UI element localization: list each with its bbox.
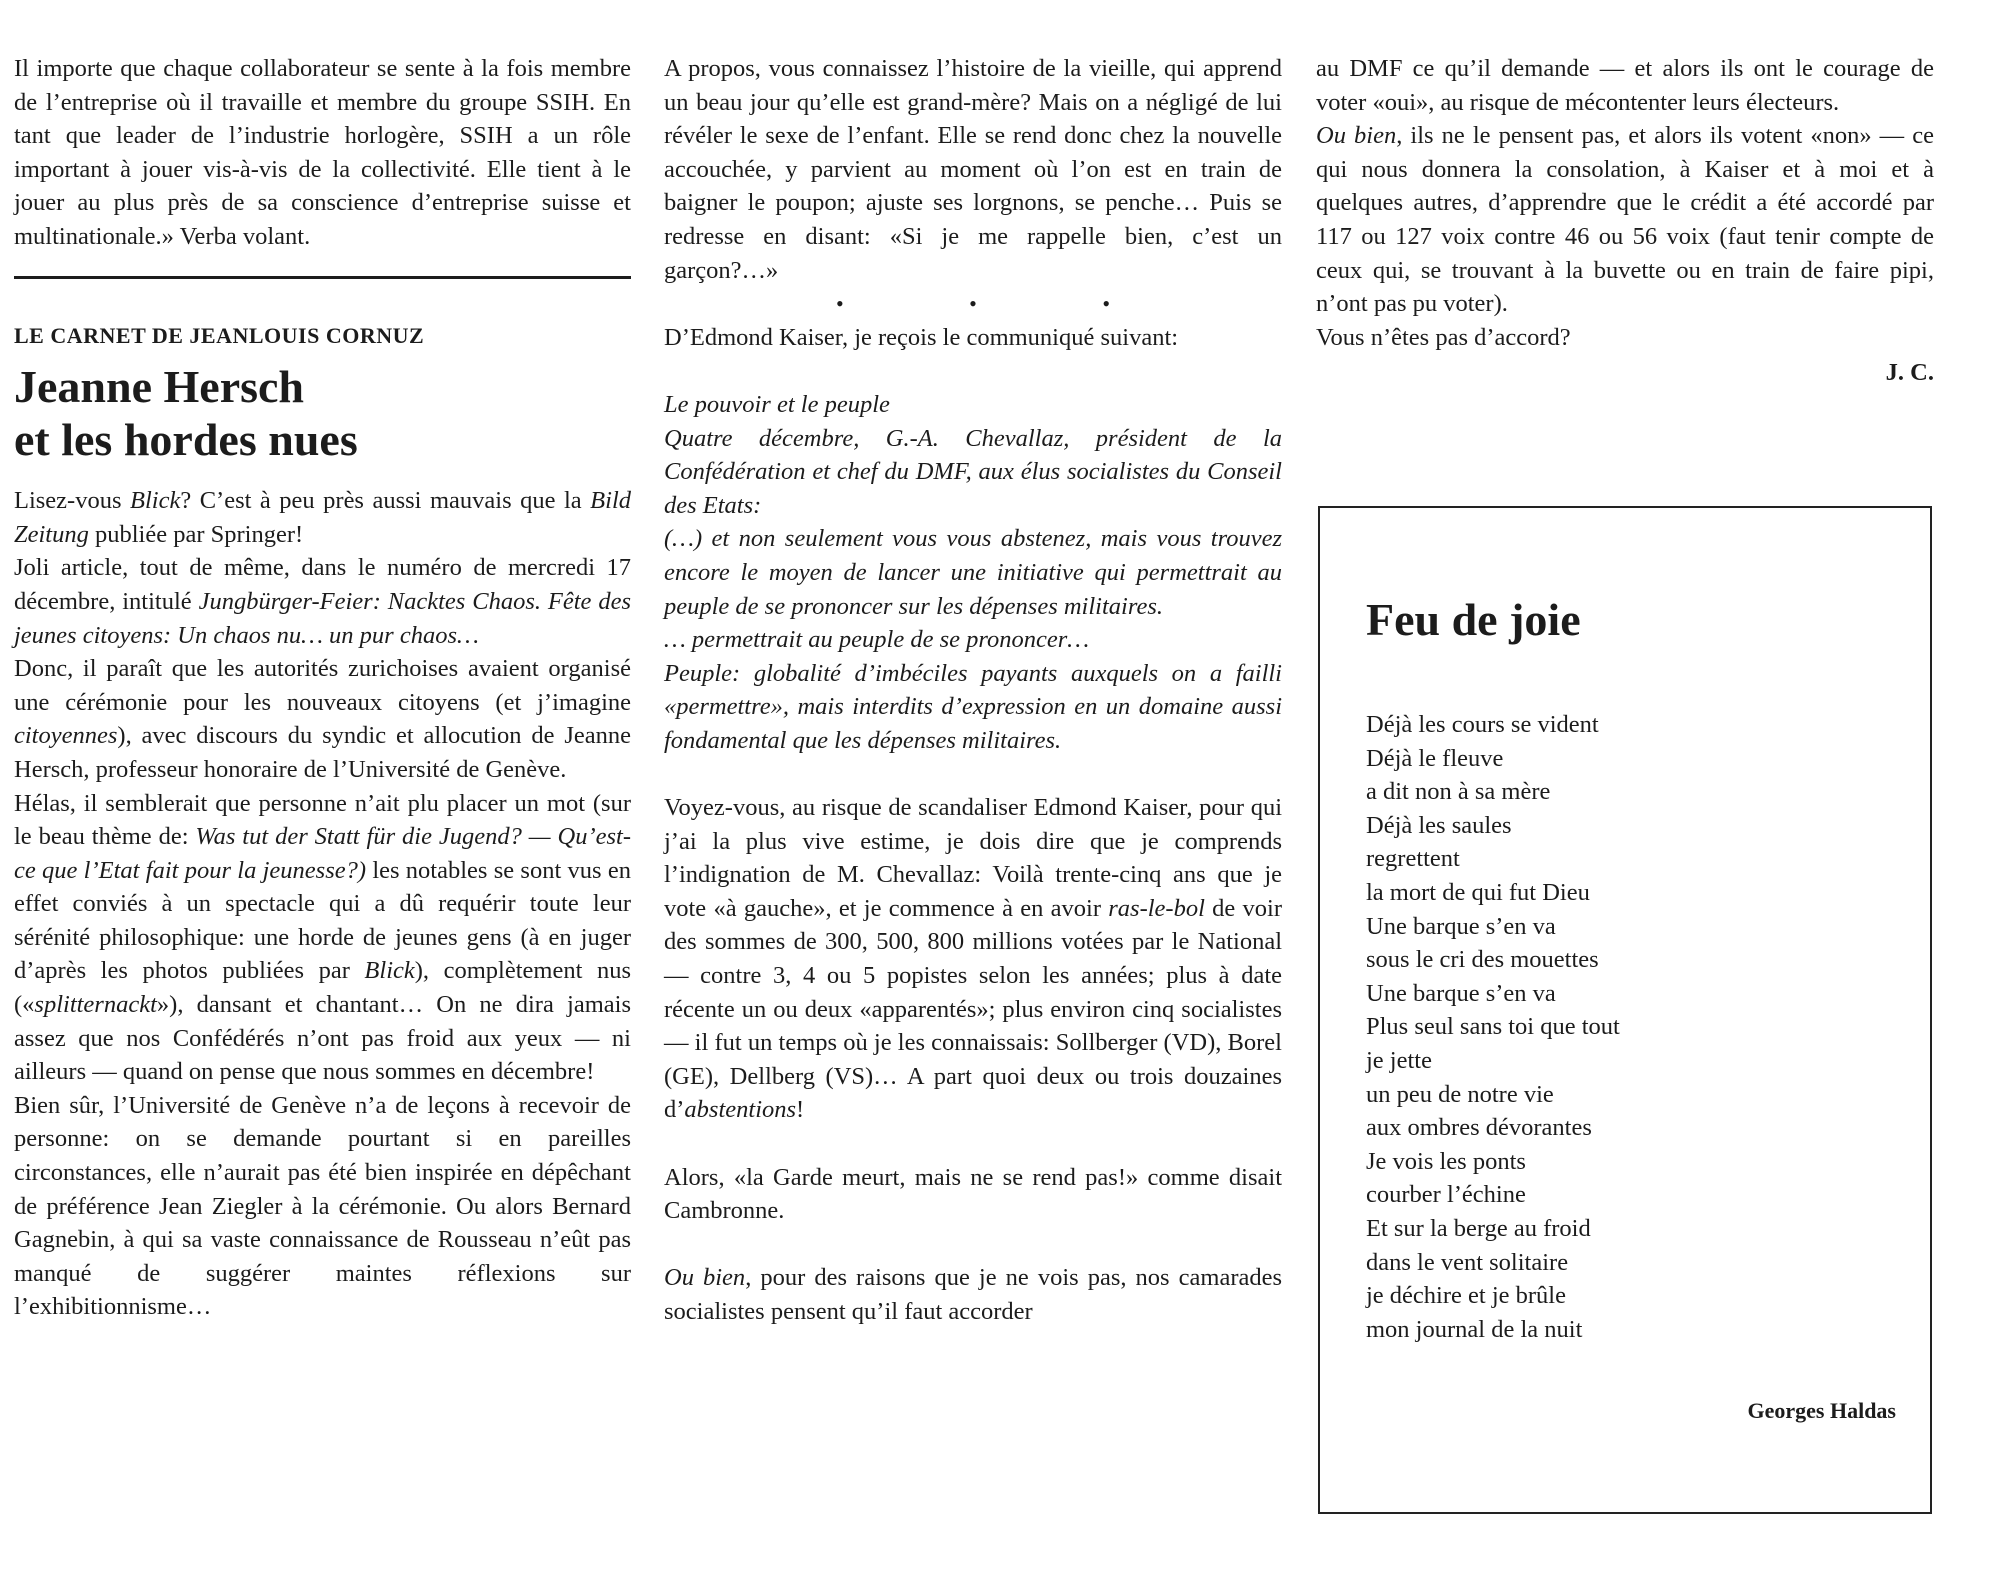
text-run: Lisez-vous — [14, 487, 130, 515]
article-paragraph — [1316, 119, 1934, 321]
text-run-italic: abstentions — [684, 1096, 797, 1124]
text-run-italic: splitternackt — [34, 991, 157, 1019]
spacer — [664, 1228, 1282, 1262]
text-run-italic: citoyennes — [14, 722, 118, 750]
article-paragraph: A propos, vous connaissez l’histoire de la vieille, qui apprend un beau jour qu’elle est grand-mère? Mais on a négligé de lui révéler le sexe de l’enfant. Elle se rend donc chez la nouvelle accouchée, y parvient au moment où l’on est en train de baigner le poupon; ajuste ses lorgnons, se penche… Puis se redresse en disant: «Si je me rappelle bien, c’est un garçon?…» — [664, 55, 1282, 284]
article-paragraph: Alors, «la Garde meurt, mais ne se rend pas!» comme disait Cambronne. — [664, 1163, 1282, 1225]
poem-line: Une barque s’en va — [1366, 912, 1556, 940]
article-paragraph — [664, 1261, 1282, 1328]
article-paragraph — [14, 652, 631, 786]
text-run: , ils ne le pensent pas, et alors ils votent «non» — ce qui nous donnera la consolation, à Kaiser et à moi et à quelques autres, d’apprendre que le crédit a été accordé par 117 ou 127 voix contre 46 ou 56 voix (faut tenir compte de ceux qui, se trouvant à la buvette ou en train de faire pipi, n’ont pas pu voter). — [1316, 122, 1934, 318]
article-headline — [14, 360, 631, 466]
poem-line: la mort de qui fut Dieu — [1366, 878, 1590, 906]
text-run-italic: Blick — [364, 957, 415, 985]
intro-paragraph: Il importe que chaque collaborateur se sente à la fois membre de l’entreprise où il travaille et membre du groupe SSIH. En tant que leader de l’industrie horlogère, SSIH a un rôle important à jouer vis-à-vis de la collectivité. Elle tient à le jouer au plus près de sa conscience d’entreprise suisse et multinationale.» Verba volant. — [14, 55, 631, 250]
column-kicker: LE CARNET DE JEANLOUIS CORNUZ — [14, 322, 425, 348]
text-run: les notables se sont vus en effet conviés à un spectacle qui a dû requérir toute leur sérénité philosophique: une horde de jeunes gens (à en juger d’après les photos publiées par — [14, 856, 631, 985]
article-paragraph: D’Edmond Kaiser, je reçois le communiqué suivant: — [664, 323, 1179, 351]
poem-line: Et sur la berge au froid — [1366, 1214, 1591, 1242]
column-left — [14, 52, 631, 1324]
poem-title: Feu de joie — [1366, 594, 1581, 645]
column-middle — [664, 52, 1282, 1329]
text-run-italic: Bild Zeitung — [14, 487, 632, 548]
poem-line: Une barque s’en va — [1366, 979, 1556, 1007]
section-separator-stars: • • • — [835, 291, 1171, 317]
article-paragraph: au DMF ce qu’il demande — et alors ils ont le courage de voter «oui», au risque de mécontenter leurs électeurs. — [1316, 55, 1934, 116]
text-run: Hélas, il semblerait que personne n’ait plu placer un mot (sur le beau thème de: — [14, 789, 631, 851]
poem-line: mon journal de la nuit — [1366, 1315, 1583, 1343]
poem-line: un peu de notre vie — [1366, 1080, 1554, 1108]
spacer — [664, 1127, 1282, 1161]
poem-line: sous le cri des mouettes — [1366, 946, 1599, 974]
text-run: ? C’est à peu près aussi mauvais que la — [180, 487, 591, 515]
poem-line: je jette — [1366, 1046, 1432, 1074]
text-run: ), avec discours du syndic et allocution de Jeanne Hersch, professeur honoraire de l’Université de Genève. — [14, 722, 631, 783]
poem-line: Je vois les ponts — [1366, 1147, 1526, 1175]
spacer — [664, 354, 1282, 388]
poem-line: Plus seul sans toi que tout — [1366, 1013, 1620, 1041]
article-paragraph — [14, 551, 631, 652]
headline-line-2: et les hordes nues — [14, 414, 358, 466]
spacer — [664, 757, 1282, 791]
quote-paragraph: Peuple: globalité d’imbéciles payants auxquels on a failli «permettre», mais interdits d’expression en un domaine aussi fondamental que les dépenses militaires. — [664, 659, 1282, 754]
text-run-italic: Ou bien — [1316, 122, 1397, 150]
text-run-italic: Jungbürger-Feier: Nacktes Chaos. Fête des jeunes citoyens: Un chaos nu… un pur chaos… — [14, 587, 632, 649]
poem-line: Déjà les saules — [1366, 811, 1512, 839]
author-signature: J. C. — [1885, 359, 1934, 387]
poem-box — [1318, 506, 1932, 1514]
text-run: Voyez-vous, au risque de scandaliser Edmond Kaiser, pour qui j’ai la plus vive estime, je dois dire que je comprends l’indignation de M. Chevallaz: Voilà trente-cinq ans que je vote «à gauche», et je commence à en avoir — [664, 794, 1282, 922]
quote-title: Le pouvoir et le peuple — [664, 390, 890, 418]
text-run-italic: Was tut der Statt für die Jugend? — Qu’est-ce que l’Etat fait pour la jeunesse?) — [14, 823, 631, 884]
article-paragraph: Bien sûr, l’Université de Genève n’a de leçons à recevoir de personne: on se demande pourtant si en pareilles circonstances, elle n’aurait pas été bien inspirée en dépêchant de préférence Jean Ziegler à la cérémonie. Ou alors Bernard Gagnebin, à qui sa vaste connaissance de Rousseau n’eût pas manqué de suggérer maintes réflexions sur l’exhibitionnisme… — [14, 1091, 631, 1321]
text-run-italic: Blick — [130, 487, 181, 515]
poem-line: courber l’échine — [1366, 1181, 1526, 1209]
quote-paragraph: Quatre décembre, G.-A. Chevallaz, président de la Confédération et chef du DMF, aux élus socialistes du Conseil des Etats: — [664, 424, 1282, 519]
text-run: Joli article, tout de même, dans le numéro de mercredi 17 décembre, intitulé — [14, 554, 631, 615]
text-run: Donc, il paraît que les autorités zurichoises avaient organisé une cérémonie pour les nouveaux citoyens (et j’imagine — [14, 655, 631, 716]
text-run: ! — [796, 1096, 805, 1124]
poem-body — [1366, 708, 1620, 1346]
poem-line: aux ombres dévorantes — [1366, 1114, 1592, 1142]
text-run: ), complètement nus (« — [14, 957, 631, 1019]
text-run: de voir des sommes de 300, 500, 800 millions votées par le National — contre 3, 4 ou 5 popistes selon les années; plus à date récente un ou deux «apparentés»; plus environ cinq socialistes — il fut un temps où je les connaissais: Sollberger (VD), Borel (GE), Dellberg (VS)… A part quoi deux ou trois douzaines d’ — [664, 894, 1282, 1124]
article-paragraph — [14, 787, 631, 1089]
text-run-italic: ras-le-bol — [1108, 894, 1205, 922]
article-paragraph — [664, 791, 1282, 1127]
quote-paragraph: (…) et non seulement vous vous abstenez, mais vous trouvez encore le moyen de lancer une initiative qui permettrait au peuple de se prononcer sur les dépenses militaires. — [664, 525, 1282, 620]
poem-author: Georges Haldas — [1747, 1398, 1896, 1423]
article-paragraph — [14, 484, 631, 551]
poem-line: Déjà le fleuve — [1366, 744, 1504, 772]
poem-line: dans le vent solitaire — [1366, 1248, 1569, 1276]
text-run: , pour des raisons que je ne vois pas, nos camarades socialistes pensent qu’il faut accorder — [664, 1264, 1283, 1325]
text-run: publiée par Springer! — [88, 520, 304, 548]
headline-line-1: Jeanne Hersch — [14, 361, 305, 413]
poem-line: regrettent — [1366, 845, 1460, 873]
text-run-italic: Ou bien — [664, 1264, 746, 1292]
section-divider — [14, 276, 631, 279]
text-run: »), dansant et chantant… On ne dira jamais assez que nos Confédérés n’ont pas froid aux yeux — ni ailleurs — quand on pense que nous sommes en décembre! — [14, 991, 631, 1086]
column-right — [1316, 52, 1934, 390]
poem-line: a dit non à sa mère — [1366, 778, 1551, 806]
poem-line: je déchire et je brûle — [1366, 1282, 1566, 1310]
poem-line: Déjà les cours se vident — [1366, 711, 1599, 738]
quote-paragraph: … permettrait au peuple de se prononcer… — [664, 626, 1090, 654]
article-paragraph: Vous n’êtes pas d’accord? — [1316, 323, 1571, 351]
